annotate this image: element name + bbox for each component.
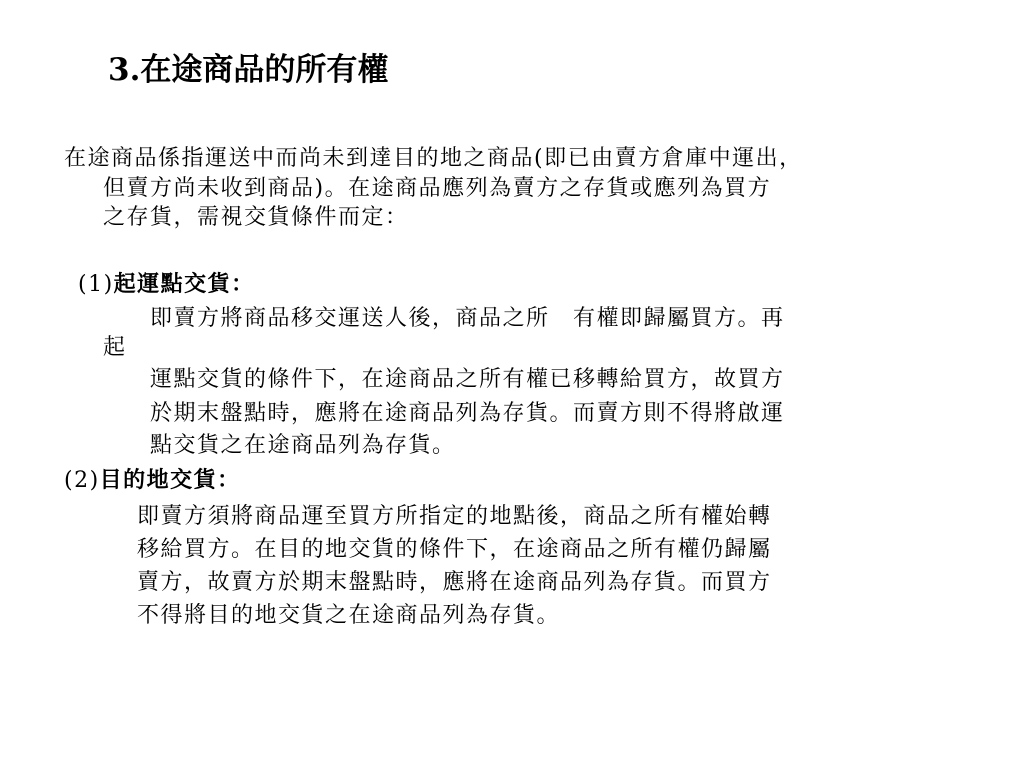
section2-line-3: 賣方，故賣方於期末盤點時，應將在途商品列為存貨。而買方 <box>137 570 772 595</box>
section1-line-1: 即賣方將商品移交運送人後，商品之所 有權即歸屬買方。再 <box>150 306 785 331</box>
section1-heading-label: 起運點交貨： <box>113 271 255 297</box>
intro-line-2: 但賣方尚未收到商品)。在途商品應列為賣方之存貨或應列為買方 <box>103 176 772 201</box>
section1-line-4: 於期末盤點時，應將在途商品列為存貨。而賣方則不得將啟運 <box>150 401 785 426</box>
section1-number: (1) <box>78 272 114 297</box>
intro-line-1: 在途商品係指運送中而尚未到達目的地之商品(即已由賣方倉庫中運出， <box>64 146 803 171</box>
intro-line-3: 之存貨，需視交貨條件而定： <box>103 205 409 230</box>
section2-heading-label: 目的地交貨： <box>99 467 241 493</box>
section1-line-5: 點交貨之在途商品列為存貨。 <box>150 433 456 458</box>
section2-line-1: 即賣方須將商品運至買方所指定的地點後，商品之所有權始轉 <box>137 504 772 529</box>
section1-line-2: 起 <box>103 335 127 360</box>
section1-heading <box>78 267 255 302</box>
slide-title: 3.在途商品的所有權 <box>108 52 389 88</box>
section2-line-2: 移給買方。在目的地交貨的條件下，在途商品之所有權仍歸屬 <box>137 537 772 562</box>
section2-number: (2) <box>64 468 100 493</box>
section2-line-4: 不得將目的地交貨之在途商品列為存貨。 <box>137 603 561 628</box>
section1-line-3: 運點交貨的條件下，在途商品之所有權已移轉給買方，故買方 <box>150 367 785 392</box>
section2-heading <box>64 463 241 498</box>
